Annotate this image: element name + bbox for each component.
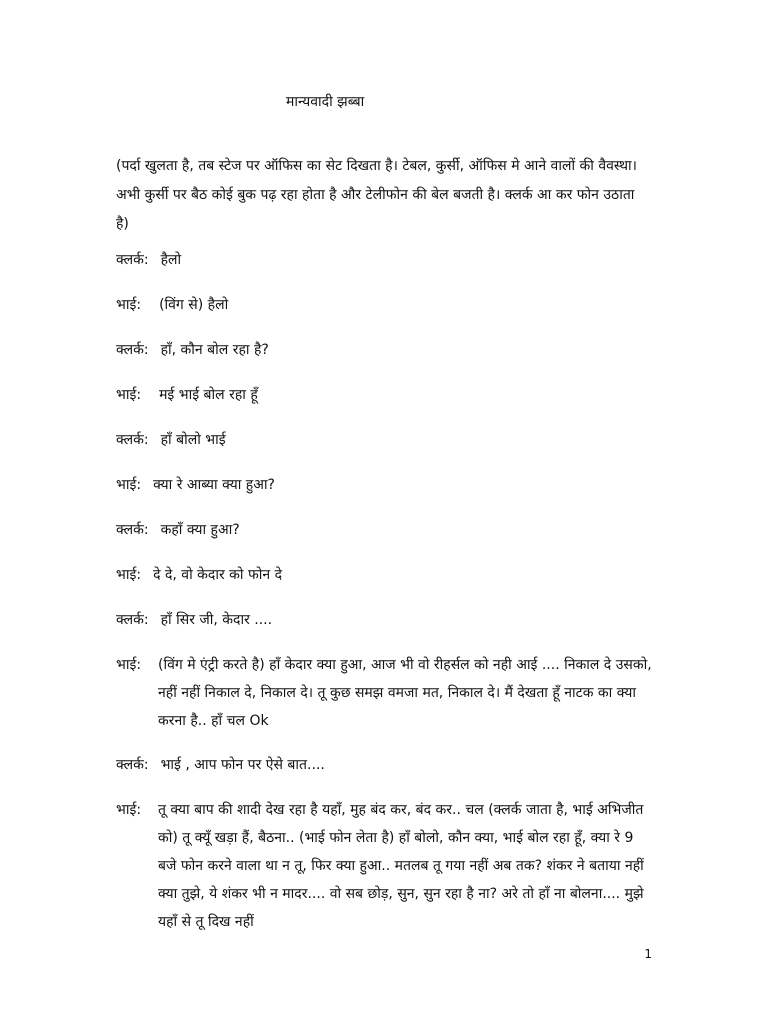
- dialogue-line: [116, 426, 656, 454]
- dialogue-text: दे दे, वो केदार को फोन दे: [153, 567, 283, 583]
- dialogue-block: [116, 796, 656, 936]
- dialogue-text: (विंग से) हैलो: [159, 297, 229, 313]
- dialogue-text: हाँ बोलो भाई: [160, 432, 226, 448]
- dialogue-text: हाँ, कौन बोल रहा है?: [160, 342, 269, 358]
- dialogue-line: [116, 606, 656, 634]
- dialogue-line: [116, 561, 656, 589]
- speaker-name: भाई:: [116, 387, 142, 403]
- speaker-name: भाई:: [116, 657, 142, 673]
- speaker-name: भाई:: [116, 477, 142, 493]
- dialogue-line: [116, 751, 656, 779]
- page-number: 1: [644, 947, 652, 961]
- dialogue-line: [116, 516, 656, 544]
- dialogue-text: मई भाई बोल रहा हूँ: [159, 387, 258, 403]
- dialogue-line: [116, 336, 656, 364]
- speaker-name: क्लर्क:: [116, 252, 149, 268]
- speaker-name: क्लर्क:: [116, 342, 149, 358]
- speaker-name: क्लर्क:: [116, 612, 149, 628]
- speaker-name: क्लर्क:: [116, 757, 149, 773]
- dialogue-line: [116, 246, 656, 274]
- dialogue-line: [116, 291, 656, 319]
- dialogue-text: हैलो: [160, 252, 182, 268]
- dialogue-text: हाँ सिर जी, केदार ....: [160, 612, 273, 628]
- speaker-name: क्लर्क:: [116, 522, 149, 538]
- document-title: मान्यवादी झब्बा: [286, 94, 365, 110]
- dialogue-text: कहाँ क्या हुआ?: [160, 522, 240, 538]
- stage-direction: (पर्दा खुलता है, तब स्टेज पर ऑफिस का सेट दिखता है। टेबल, कुर्सी, ऑफिस मे आने वालों की वैवस्था। अभी कुर्सी पर बैठ कोई बुक पढ़ रहा होता है और टेलीफोन की बेल बजती है। क्लर्क आ कर फोन उठाता है): [116, 158, 637, 232]
- speaker-name: भाई:: [116, 802, 142, 818]
- dialogue-text: भाई , आप फोन पर ऐसे बात....: [160, 757, 325, 773]
- dialogue-line: [116, 381, 656, 409]
- dialogue-text: तू क्या बाप की शादी देख रहा है यहाँ, मुह बंद कर, बंद कर.. चल (क्लर्क जाता है, भाई अभिजीत को) तू क्यूँ खड़ा हैं, बैठना.. (भाई फोन लेता है) हाँ बोलो, कौन क्या, भाई बोल रहा हूँ, क्या रे 9 बजे फोन करने वाला था न तू, फिर क्या हुआ.. मतलब तू गया नहीं अब तक? शंकर ने बताया नहीं क्या तुझे, ये शंकर भी न मादर.... वो सब छोड़, सुन, सुन रहा है ना? अरे तो हाँ ना बोलना.... मुझे यहाँ से तू दिख नहीं: [158, 802, 644, 930]
- dialogue-section: [116, 246, 656, 952]
- dialogue-line: [116, 471, 656, 499]
- dialogue-text: (विंग मे एंट्री करते है) हाँ केदार क्या हुआ, आज भी वो रीहर्सल को नही आई .... निकाल दे उसको, नहीं नहीं निकाल दे, निकाल दे। तू कुछ समझ वमजा मत, निकाल दे। मैं देखता हूँ नाटक का क्या करना है.. हाँ चल Ok: [158, 657, 652, 729]
- dialogue-block: [116, 651, 656, 735]
- dialogue-text: क्या रे आब्या क्या हुआ?: [153, 477, 275, 493]
- speaker-name: भाई:: [116, 297, 142, 313]
- speaker-name: क्लर्क:: [116, 432, 149, 448]
- speaker-name: भाई:: [116, 567, 142, 583]
